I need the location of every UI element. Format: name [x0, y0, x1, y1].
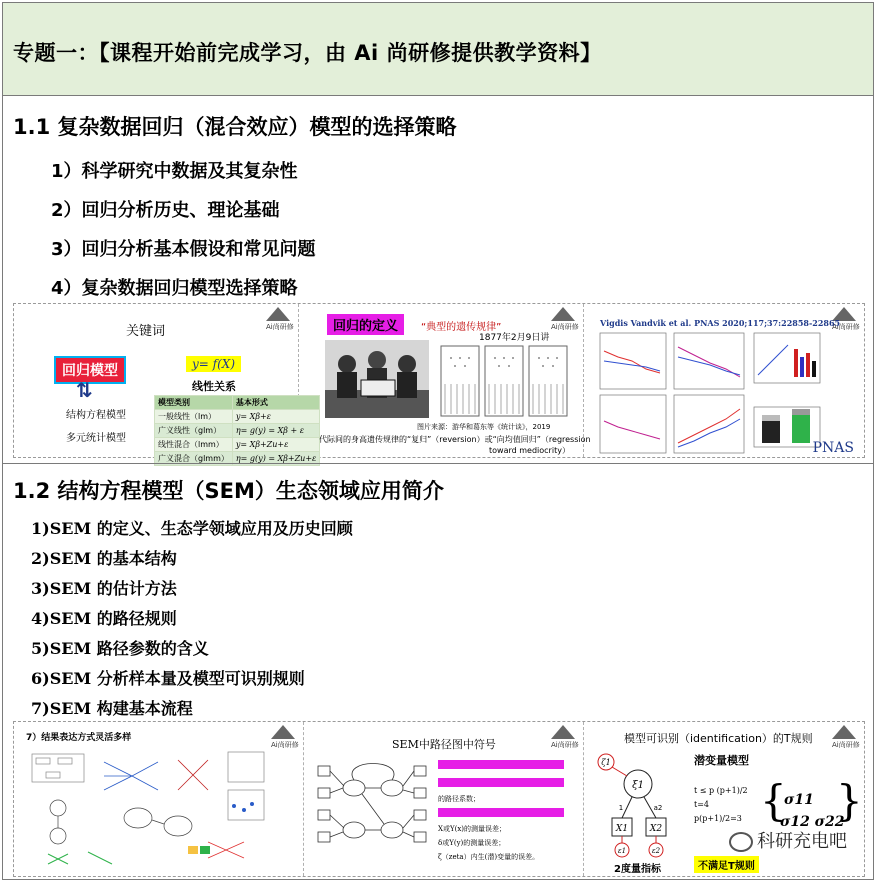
ai-logo-icon: Ai尚研修: [832, 307, 856, 329]
page-frame: [2, 2, 874, 880]
node-e2: ε2: [651, 847, 661, 855]
symbol-line: ζ（zeta）内生(潜)变量的误差。: [438, 853, 540, 861]
sem-path-diagram: [314, 758, 430, 870]
table-cell: 一般线性（lm）: [155, 410, 233, 424]
slide-result-expressions: [14, 722, 304, 876]
slide-pnas-figures: [584, 304, 864, 457]
sem-diagram-collage: [28, 746, 268, 872]
model-table: [154, 395, 320, 466]
section2-item: 3)SEM 的估计方法: [31, 579, 177, 598]
t-rule-eq1: t ≤ p (p+1)/2: [694, 786, 748, 795]
section1-title: 1.1 复杂数据回归（混合效应）模型的选择策略: [13, 115, 457, 139]
header-bar: [3, 3, 873, 96]
section1-item: 3）回归分析基本假设和常见问题: [51, 239, 316, 260]
t-rule-eq3: p(p+1)/2=3: [694, 814, 742, 823]
symbol-line: X或Y(x)的测量误差；: [438, 825, 507, 833]
ai-logo-icon: Ai尚研修: [271, 725, 295, 747]
slide-strip-1: [13, 303, 865, 463]
highlight-bar: [438, 778, 564, 787]
ai-logo-icon: Ai尚研修: [551, 307, 575, 329]
matrix-top: σ11: [784, 792, 814, 808]
keyword-sem: 结构方程模型: [66, 410, 126, 421]
node-xi: ξ1: [632, 780, 644, 791]
slide-strip-2: [13, 721, 865, 877]
table-cell: 广义线性（glm）: [155, 424, 233, 438]
section2-item: 6)SEM 分析样本量及模型可识别规则: [31, 669, 305, 688]
section2-title: 1.2 结构方程模型（SEM）生态领域应用简介: [13, 479, 444, 503]
highlight-bar: [438, 808, 564, 817]
section1-item: 1）科学研究中数据及其复杂性: [51, 161, 298, 182]
matrix-brace-left: {: [760, 776, 787, 825]
header-title: 专题一：【课程开始前完成学习，由 Ai 尚研修提供教学资料】: [13, 41, 602, 65]
symbol-line: δ或Y(y)的测量误差；: [438, 839, 506, 847]
section-divider: [3, 463, 873, 464]
matrix-bottom: σ12 σ22: [780, 814, 845, 830]
table-header: 模型类别: [155, 396, 233, 410]
caption-line1: 代际间的身高遗传规律的“复归”（reversion）或“向均值回归”（regression: [319, 435, 591, 444]
t-rule-eq2: t=4: [694, 800, 710, 809]
sem-symbols-title: SEM中路径图中符号: [392, 738, 496, 751]
galton-photo-illustration: [325, 340, 429, 418]
formula-label: y= f(X): [186, 356, 241, 372]
table-cell: 广义混合（glmm）: [155, 452, 233, 466]
path-label: a2: [653, 804, 663, 812]
double-arrow-icon: ⇅: [76, 378, 93, 402]
path-label: 1: [618, 804, 624, 812]
highlight-bar: [438, 760, 564, 769]
node-x2: X2: [649, 824, 663, 834]
keywords-title: 关键词: [126, 324, 166, 339]
result-expressions-title: 7）结果表达方式灵活多样: [26, 733, 132, 743]
slide-keywords: [14, 304, 317, 463]
section1-item: 4）复杂数据回归模型选择策略: [51, 278, 298, 299]
section2-item: 5)SEM 路径参数的含义: [31, 639, 209, 658]
t-rule-badge: 不满足T规则: [694, 856, 759, 873]
table-cell: y= Xβ+ε: [232, 410, 319, 424]
section2-item: 4)SEM 的路径规则: [31, 609, 177, 628]
symbol-line: 的路径系数；: [438, 795, 480, 803]
slide-sem-symbols: [304, 722, 584, 876]
node-zeta: ζ1: [601, 758, 611, 767]
watermark-text: 科研充电吧: [757, 831, 847, 852]
quincunx-diagrams: [439, 344, 569, 418]
table-header: 基本形式: [232, 396, 319, 410]
linear-relation-title: 线性关系: [192, 380, 236, 393]
t-rule-diagram: [588, 752, 688, 858]
table-cell: η= g(y) = Xβ + ε: [232, 424, 319, 438]
t-rule-title: 模型可识别（identification）的T规则: [624, 732, 813, 745]
table-cell: y= Xβ+Zu+ε: [232, 438, 319, 452]
matrix-brace-right: }: [836, 776, 863, 825]
section2-item: 2)SEM 的基本结构: [31, 549, 177, 568]
section1-item: 2）回归分析历史、理论基础: [51, 200, 280, 221]
keyword-multivariate: 多元统计模型: [66, 433, 126, 444]
pnas-citation: Vigdis Vandvik et al. PNAS 2020;117;37:22858-22865: [600, 318, 841, 328]
node-x1: X1: [615, 824, 629, 834]
image-credit: 图片来源：游华和葛东等《统计谈》，2019: [417, 423, 551, 431]
definition-badge: 回归的定义: [327, 314, 404, 335]
ai-logo-icon: Ai尚研修: [551, 725, 575, 747]
watermark: [729, 827, 847, 853]
genetic-law-quote: “典型的遗传规律”: [421, 322, 502, 333]
wechat-icon: [729, 832, 753, 852]
lecture-date: 1877年2月9日讲: [479, 333, 550, 343]
section2-item: 1)SEM 的定义、生态学领域应用及历史回顾: [31, 519, 353, 538]
two-indicators-label: 2度量指标: [614, 864, 661, 875]
pnas-figure-panels: [598, 331, 824, 455]
section2-item: 7)SEM 构建基本流程: [31, 699, 193, 718]
ai-logo-icon: Ai尚研修: [266, 307, 290, 329]
slide-regression-definition: [299, 304, 591, 457]
table-cell: η= g(y) = Xβ+Zu+ε: [232, 452, 319, 466]
latent-model-subtitle: 潜变量模型: [694, 754, 749, 767]
ai-logo-icon: Ai尚研修: [832, 725, 856, 747]
caption-line2: toward mediocrity）: [489, 446, 570, 455]
node-e1: ε1: [617, 847, 627, 855]
table-cell: 线性混合（lmm）: [155, 438, 233, 452]
regression-model-label: 回归模型: [54, 356, 126, 384]
pnas-logo: PNAS: [812, 440, 854, 456]
